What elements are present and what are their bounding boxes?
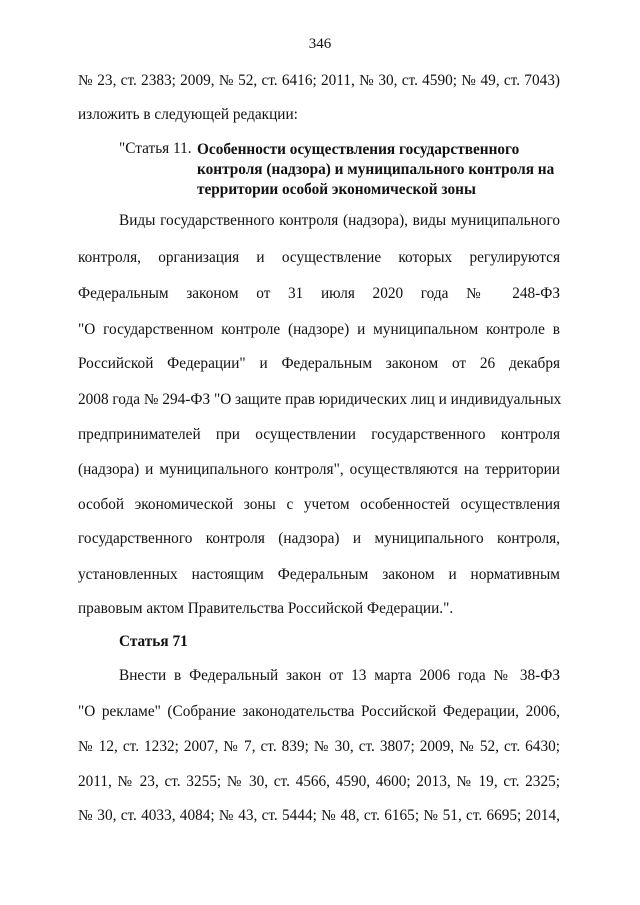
article-71-heading: Статья 71 <box>119 633 188 650</box>
article-11-body-line: правовым актом Правительства Российской Федерации.". <box>78 600 454 617</box>
intro-line: № 23, ст. 2383; 2009, № 52, ст. 6416; 2011, № 30, ст. 4590; № 49, ст. 7043) <box>78 72 560 89</box>
article-11-title <box>197 140 577 200</box>
page-number: 346 <box>308 36 332 52</box>
article-11-body-line: "О государственном контроле (надзоре) и муниципальном контроле в <box>78 321 560 338</box>
article-11-body-line: особой экономической зоны с учетом особенностей осуществления <box>78 496 560 513</box>
article-11-body-line: Федеральным законом от 31 июля 2020 года № 248-ФЗ <box>78 285 560 302</box>
article-71-body-line: 2011, № 23, ст. 3255; № 30, ст. 4566, 4590, 4600; 2013, № 19, ст. 2325; <box>78 773 560 790</box>
article-71-body-line: "О рекламе" (Собрание законодательства Российской Федерации, 2006, <box>78 703 560 720</box>
intro-line: изложить в следующей редакции: <box>78 106 298 123</box>
article-11-body-line: Виды государственного контроля (надзора), виды муниципального <box>119 212 560 229</box>
article-11-body-line: государственного контроля (надзора) и муниципального контроля, <box>78 530 560 547</box>
article-11-body-line: (надзора) и муниципального контроля", осуществляются на территории <box>78 461 560 478</box>
article-11-title-line: контроля (надзора) и муниципального контроля на <box>197 161 555 178</box>
article-71-body-line: № 12, ст. 1232; 2007, № 7, ст. 839; № 30, ст. 3807; 2009, № 52, ст. 6430; <box>78 738 560 755</box>
article-11-title-line: территории особой экономической зоны <box>197 181 476 198</box>
article-11-label: "Статья 11. <box>119 140 192 157</box>
article-11-body-line: Российской Федерации" и Федеральным законом от 26 декабря <box>78 355 560 372</box>
article-11-body-line: установленных настоящим Федеральным законом и нормативным <box>78 566 560 583</box>
article-71-body-line: № 30, ст. 4033, 4084; № 43, ст. 5444; № 48, ст. 6165; № 51, ст. 6695; 2014, <box>78 807 560 824</box>
article-11-body-line: контроля, организация и осуществление которых регулируются <box>78 249 560 266</box>
article-11-title-line: Особенности осуществления государственного <box>197 141 520 158</box>
article-11-body-line: предпринимателей при осуществлении государственного контроля <box>78 426 560 443</box>
article-11-body-line: 2008 года № 294-ФЗ "О защите прав юридических лиц и индивидуальных <box>78 391 562 408</box>
article-71-body-line: Внести в Федеральный закон от 13 марта 2006 года № 38-ФЗ <box>119 667 560 684</box>
